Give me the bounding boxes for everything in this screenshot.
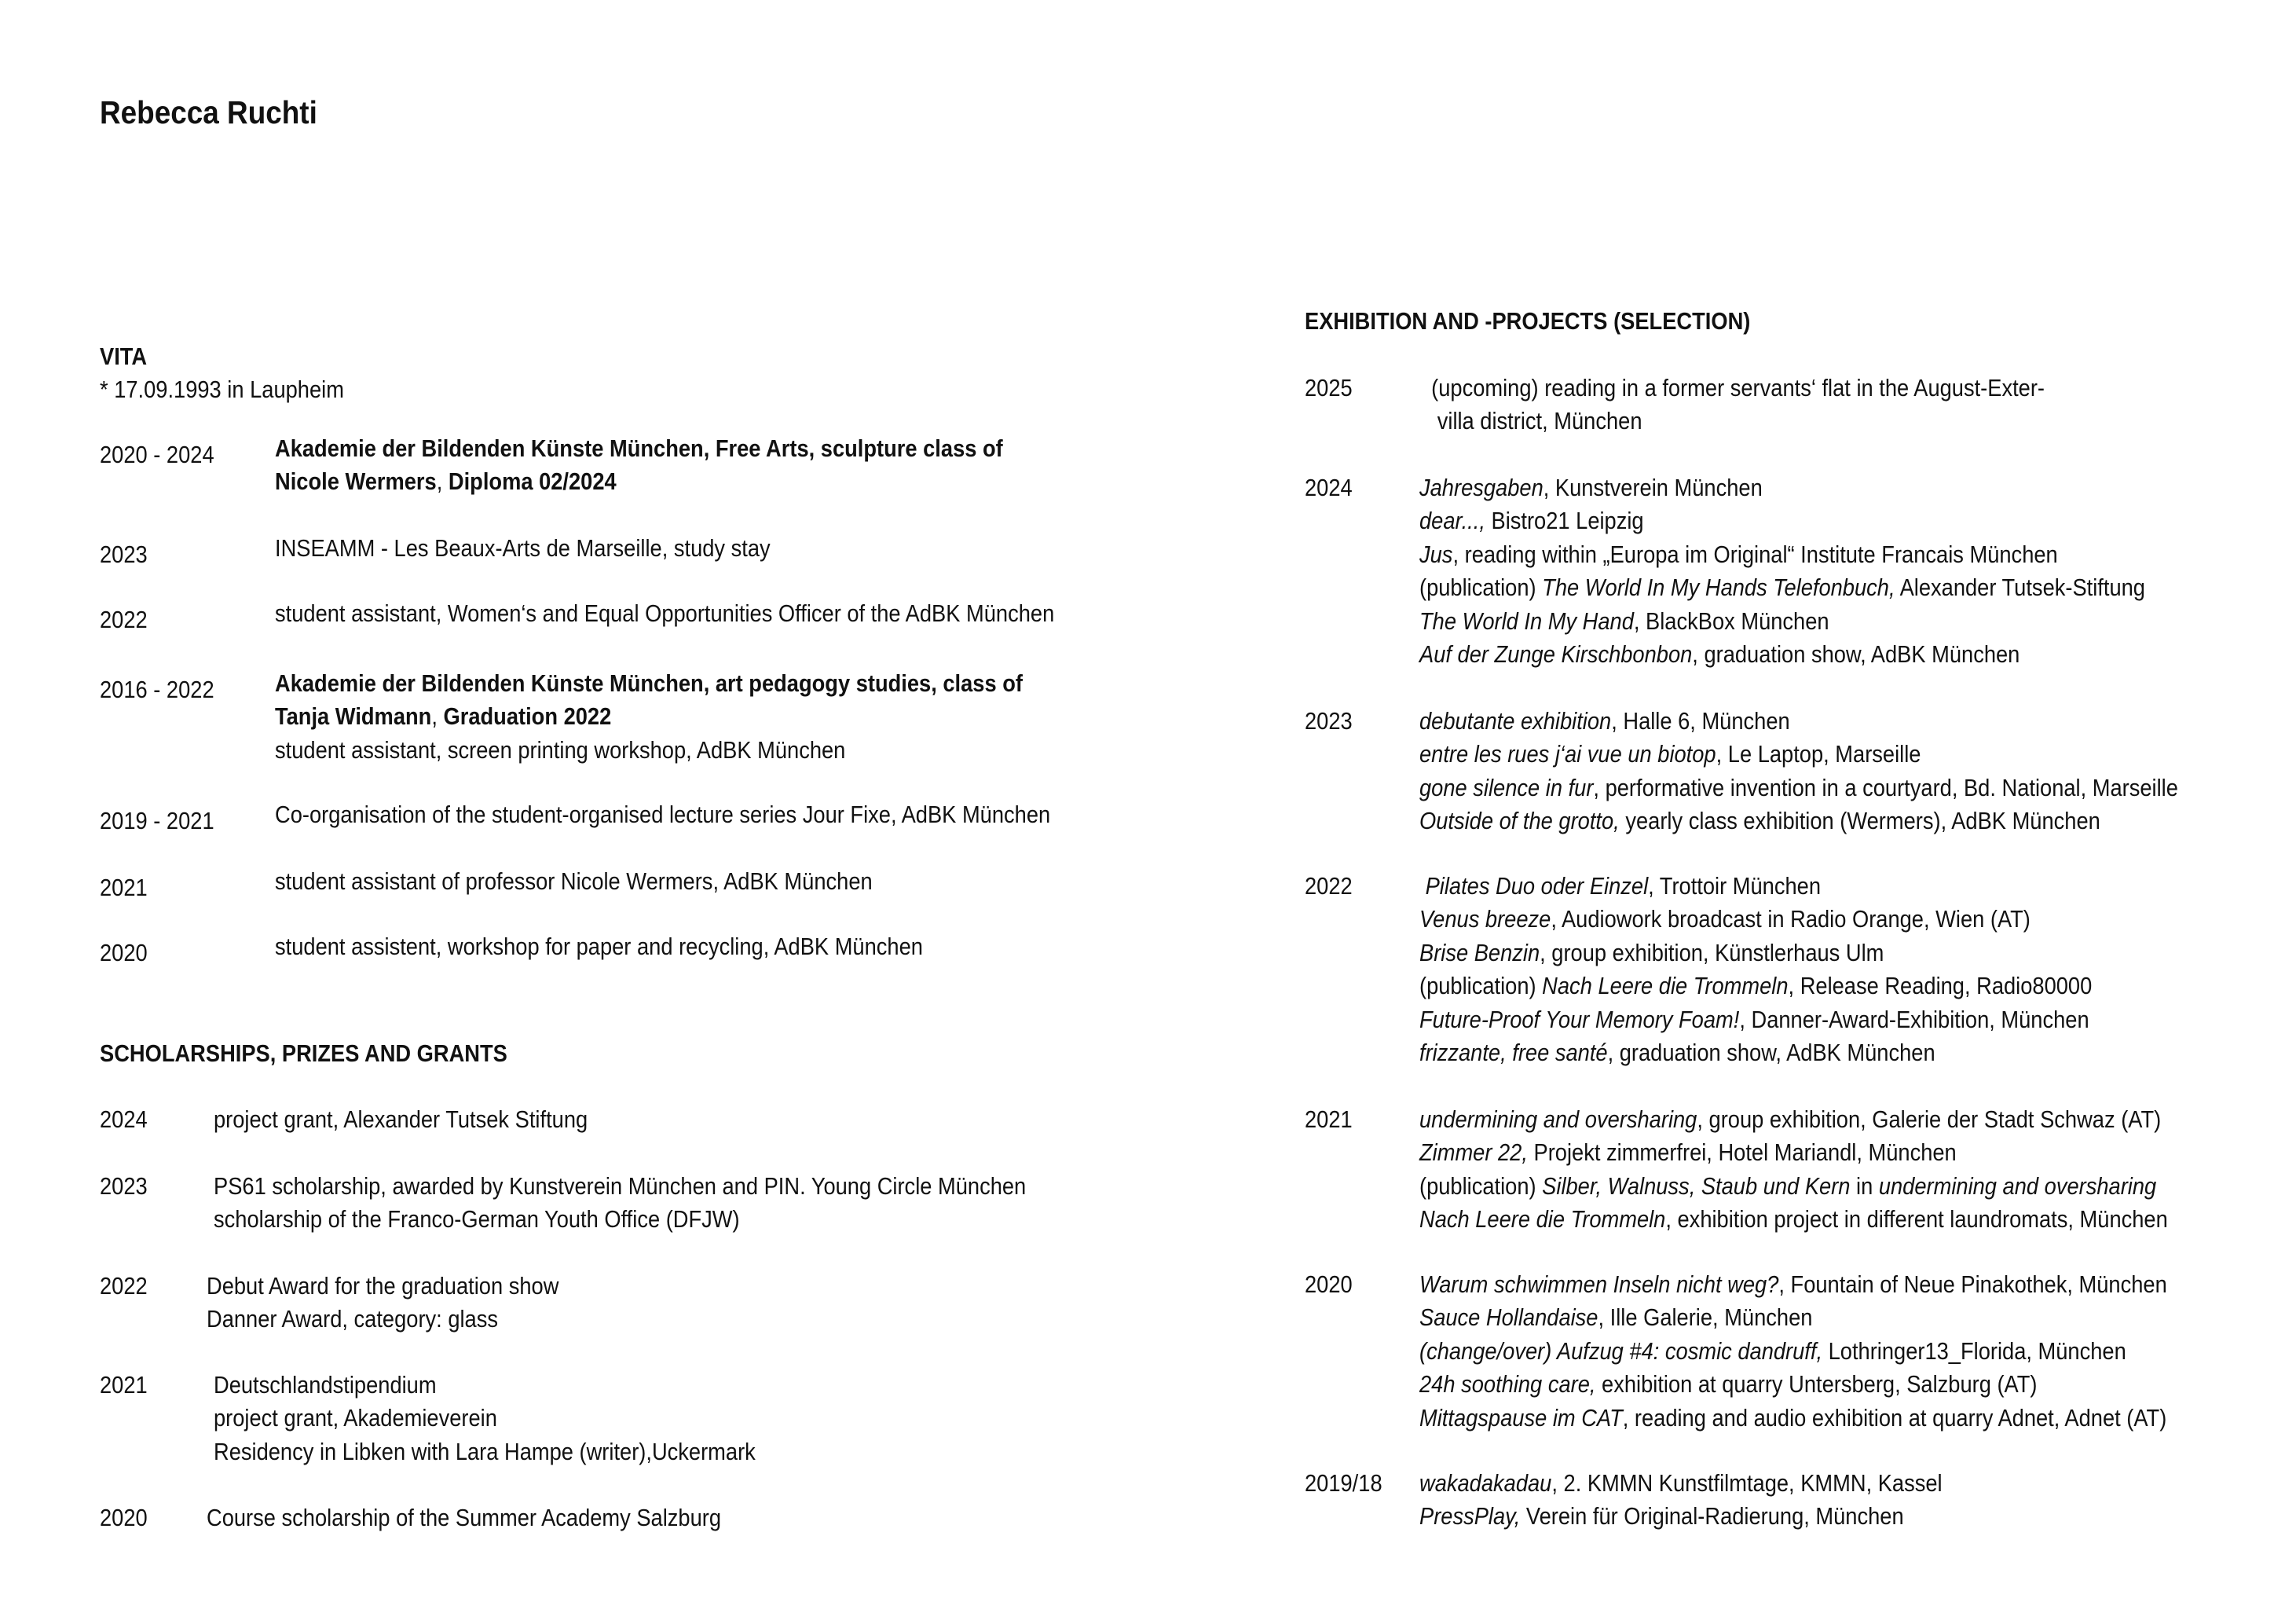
- entry-year: 2025: [1305, 374, 1353, 401]
- bold-text: Akademie der Bildenden Künste München, art pedagogy studies, class of: [275, 669, 1023, 697]
- title-text: debutante exhibition: [1419, 707, 1612, 735]
- text: Alexander Tutsek-Stiftung: [1895, 574, 2145, 602]
- exhibitions-heading: EXHIBITION AND -PROJECTS (SELECTION): [1305, 307, 1751, 335]
- entry-line: [1419, 471, 2145, 504]
- entry-line: [207, 1270, 558, 1303]
- title-text: wakadakadau: [1419, 1469, 1552, 1497]
- text: Co-organisation of the student-organised lecture series Jour Fixe, AdBK München: [275, 801, 1051, 828]
- entry-line: [1419, 903, 2092, 936]
- bold-text: Akademie der Bildenden Künste München, Free Arts, sculpture class of: [275, 434, 1003, 462]
- entry-line: [1419, 1170, 2168, 1203]
- text: Projekt zimmerfrei, Hotel Mariandl, München: [1527, 1138, 1957, 1167]
- title-text: Pilates Duo oder Einzel: [1419, 872, 1649, 900]
- text: villa district, München: [1419, 407, 1642, 435]
- title-text: entre les rues j‘ai vue un biotop: [1419, 740, 1716, 768]
- entry-line: [1419, 1203, 2168, 1236]
- text: , Release Reading, Radio80000: [1788, 972, 2093, 1000]
- entry-description: [1419, 471, 2145, 671]
- text: (publication): [1419, 972, 1543, 1000]
- entry-line: [1419, 1036, 2092, 1069]
- entry-line: [1419, 1402, 2167, 1435]
- entry-line: [1419, 638, 2145, 671]
- entry-line: [1419, 504, 2145, 537]
- entry-year: 2022: [100, 606, 148, 633]
- text: , graduation show, AdBK München: [1607, 1039, 1935, 1067]
- title-text: Sauce Hollandaise: [1419, 1303, 1598, 1332]
- entry-description: [207, 1501, 721, 1534]
- title-text: Jus: [1419, 540, 1453, 568]
- text: , Fountain of Neue Pinakothek, München: [1778, 1270, 2167, 1298]
- entry-line: [214, 1402, 756, 1435]
- text: , group exhibition, Galerie der Stadt Schwaz (AT): [1697, 1105, 2162, 1133]
- entry-line: [275, 734, 1023, 767]
- text: Danner Award, category: glass: [207, 1305, 499, 1333]
- title-text: The World In My Hands Telefonbuch,: [1542, 574, 1895, 602]
- text: student assistent, workshop for paper and recycling, AdBK München: [275, 933, 923, 960]
- entry-year: 2023: [100, 541, 148, 568]
- title-text: Future-Proof Your Memory Foam!: [1419, 1005, 1740, 1033]
- entry-line: [1419, 705, 2178, 738]
- text: Verein für Original-Radierung, München: [1520, 1502, 1904, 1531]
- entry-description: [1419, 1103, 2168, 1237]
- title-text: frizzante, free santé: [1419, 1039, 1608, 1067]
- entry-year: 2019 - 2021: [100, 807, 214, 834]
- text: , Audiowork broadcast in Radio Orange, Wien (AT): [1551, 905, 2031, 933]
- entry-year: 2023: [1305, 707, 1353, 735]
- text: (publication): [1419, 574, 1543, 602]
- entry-line: [1419, 571, 2145, 604]
- entry-description: [207, 1270, 558, 1336]
- text: Deutschlandstipendium: [214, 1371, 437, 1399]
- entry-line: [214, 1369, 756, 1402]
- text: Residency in Libken with Lara Hampe (writer),Uckermark: [214, 1437, 756, 1465]
- text: (upcoming) reading in a former servants‘ flat in the August-Exter-: [1419, 374, 2045, 401]
- title-text: dear...,: [1419, 507, 1485, 535]
- text: project grant, Alexander Tutsek Stiftung: [214, 1105, 588, 1133]
- bold-text: Graduation 2022: [443, 702, 612, 731]
- entry-year: 2019/18: [1305, 1469, 1382, 1497]
- entry-line: [275, 667, 1023, 700]
- bold-text: Nicole Wermers: [275, 467, 437, 496]
- entry-year: 2024: [100, 1105, 148, 1133]
- text: , Le Laptop, Marseille: [1716, 740, 1921, 768]
- text: in: [1850, 1171, 1879, 1200]
- text: , Danner-Award-Exhibition, München: [1739, 1005, 2089, 1033]
- title-text: Outside of the grotto,: [1419, 807, 1620, 835]
- text: ,: [436, 467, 449, 496]
- text: , Trottoir München: [1648, 872, 1822, 900]
- text: , graduation show, AdBK München: [1692, 640, 2020, 669]
- entry-year: 2021: [100, 874, 148, 901]
- entry-line: [1419, 870, 2092, 903]
- title-text: undermining and oversharing: [1878, 1171, 2157, 1200]
- entry-year: 2016 - 2022: [100, 676, 214, 703]
- entry-line: [275, 930, 923, 963]
- text: exhibition at quarry Untersberg, Salzburg (AT): [1595, 1370, 2038, 1399]
- text: Bistro21 Leipzig: [1485, 507, 1644, 535]
- entry-year: 2020: [100, 939, 148, 966]
- title-text: Brise Benzin: [1419, 938, 1540, 966]
- entry-description: [1419, 705, 2178, 838]
- entry-description: [214, 1170, 1026, 1237]
- entry-description: [214, 1103, 588, 1136]
- text: PS61 scholarship, awarded by Kunstverein München and PIN. Young Circle München: [214, 1172, 1027, 1200]
- entry-line: [207, 1501, 721, 1534]
- entry-year: 2022: [1305, 872, 1353, 900]
- entry-line: [1419, 772, 2178, 805]
- entry-line: [1419, 1103, 2168, 1136]
- entry-description: [275, 930, 923, 963]
- entry-line: [275, 700, 1023, 733]
- bold-text: Tanja Widmann: [275, 702, 432, 731]
- entry-description: [1419, 870, 2092, 1069]
- entry-description: [275, 667, 1023, 767]
- text: (publication): [1419, 1171, 1543, 1200]
- entry-line: [1419, 1301, 2167, 1334]
- text: , reading within „Europa im Original“ Institute Francais München: [1452, 540, 2058, 568]
- entry-line: [1419, 1268, 2167, 1301]
- text: , group exhibition, Künstlerhaus Ulm: [1540, 938, 1884, 966]
- entry-description: [1419, 372, 2045, 438]
- text: Debut Award for the graduation show: [207, 1272, 559, 1300]
- text: student assistant, Women‘s and Equal Opportunities Officer of the AdBK München: [275, 599, 1055, 627]
- title-text: Zimmer 22,: [1419, 1138, 1528, 1167]
- text: , Ille Galerie, München: [1598, 1303, 1813, 1332]
- entry-line: [1419, 605, 2145, 638]
- entry-year: 2024: [1305, 474, 1353, 501]
- entry-description: [275, 597, 1054, 630]
- text: project grant, Akademieverein: [214, 1404, 497, 1432]
- text: , Halle 6, München: [1611, 707, 1790, 735]
- title-text: Nach Leere die Trommeln: [1419, 1205, 1666, 1234]
- entry-line: [1419, 1003, 2092, 1036]
- text: INSEAMM - Les Beaux-Arts de Marseille, study stay: [275, 534, 771, 562]
- entry-year: 2021: [1305, 1105, 1353, 1133]
- entry-line: [275, 865, 873, 898]
- entry-line: [1419, 372, 2045, 405]
- entry-year: 2020: [100, 1504, 148, 1531]
- title-text: undermining and oversharing: [1419, 1105, 1697, 1133]
- scholarships-heading: SCHOLARSHIPS, PRIZES AND GRANTS: [100, 1039, 507, 1067]
- text: student assistant of professor Nicole Wermers, AdBK München: [275, 867, 873, 895]
- text: ,: [431, 702, 444, 731]
- entry-year: 2020 - 2024: [100, 441, 214, 468]
- entry-line: [1419, 1500, 1943, 1533]
- text: Course scholarship of the Summer Academy Salzburg: [207, 1504, 722, 1531]
- entry-line: [214, 1170, 1026, 1203]
- entry-line: [1419, 805, 2178, 838]
- entry-line: [1419, 738, 2178, 771]
- entry-year: 2023: [100, 1172, 148, 1200]
- entry-line: [275, 532, 771, 565]
- title-text: 24h soothing care,: [1419, 1370, 1596, 1399]
- text: , 2. KMMN Kunstfilmtage, KMMN, Kassel: [1551, 1469, 1943, 1497]
- entry-line: [1419, 1368, 2167, 1401]
- text: student assistant, screen printing workshop, AdBK München: [275, 735, 846, 764]
- title-text: Auf der Zunge Kirschbonbon: [1419, 640, 1693, 669]
- entry-year: 2020: [1305, 1270, 1353, 1298]
- entry-line: [1419, 1335, 2167, 1368]
- text: , reading and audio exhibition at quarry Adnet, Adnet (AT): [1622, 1403, 2167, 1432]
- entry-line: [1419, 1136, 2168, 1169]
- entry-line: [1419, 970, 2092, 1003]
- text: , performative invention in a courtyard, Bd. National, Marseille: [1593, 773, 2178, 801]
- entry-description: [275, 865, 873, 898]
- entry-description: [1419, 1268, 2167, 1435]
- text: scholarship of the Franco-German Youth Office (DFJW): [214, 1205, 740, 1234]
- vita-heading: VITA: [100, 343, 148, 370]
- entry-line: [214, 1103, 588, 1136]
- text: Lothringer13_Florida, München: [1822, 1336, 2126, 1365]
- text: yearly class exhibition (Wermers), AdBK München: [1619, 807, 2100, 835]
- entry-description: [275, 798, 1050, 831]
- entry-line: [207, 1303, 558, 1336]
- title-text: Warum schwimmen Inseln nicht weg?: [1419, 1270, 1779, 1298]
- entry-line: [214, 1203, 1026, 1236]
- entry-description: [1419, 1467, 1943, 1534]
- page-title: Rebecca Ruchti: [100, 94, 317, 130]
- bold-text: Diploma 02/2024: [448, 467, 617, 496]
- entry-line: [275, 597, 1054, 630]
- text: , exhibition project in different laundromats, München: [1665, 1205, 2168, 1234]
- title-text: Mittagspause im CAT: [1419, 1403, 1623, 1432]
- entry-description: [275, 432, 1003, 499]
- birth-info: * 17.09.1993 in Laupheim: [100, 376, 344, 403]
- entry-line: [1419, 937, 2092, 970]
- title-text: Nach Leere die Trommeln: [1542, 972, 1789, 1000]
- title-text: The World In My Hand: [1419, 607, 1634, 635]
- title-text: PressPlay,: [1419, 1502, 1521, 1531]
- entry-description: [214, 1369, 756, 1468]
- entry-line: [1419, 405, 2045, 438]
- entry-line: [214, 1435, 756, 1468]
- entry-line: [1419, 1467, 1943, 1500]
- title-text: Jahresgaben: [1419, 474, 1543, 501]
- entry-description: [275, 532, 771, 565]
- title-text: gone silence in fur: [1419, 773, 1594, 801]
- entry-line: [1419, 538, 2145, 571]
- entry-year: 2022: [100, 1272, 148, 1300]
- entry-line: [275, 432, 1003, 465]
- title-text: Silber, Walnuss, Staub und Kern: [1542, 1171, 1851, 1200]
- entry-line: [275, 798, 1050, 831]
- text: , Kunstverein München: [1543, 474, 1763, 501]
- title-text: (change/over) Aufzug #4: cosmic dandruff,: [1419, 1336, 1823, 1365]
- entry-line: [275, 465, 1003, 498]
- text: , BlackBox München: [1633, 607, 1829, 635]
- title-text: Venus breeze: [1419, 905, 1551, 933]
- entry-year: 2021: [100, 1371, 148, 1399]
